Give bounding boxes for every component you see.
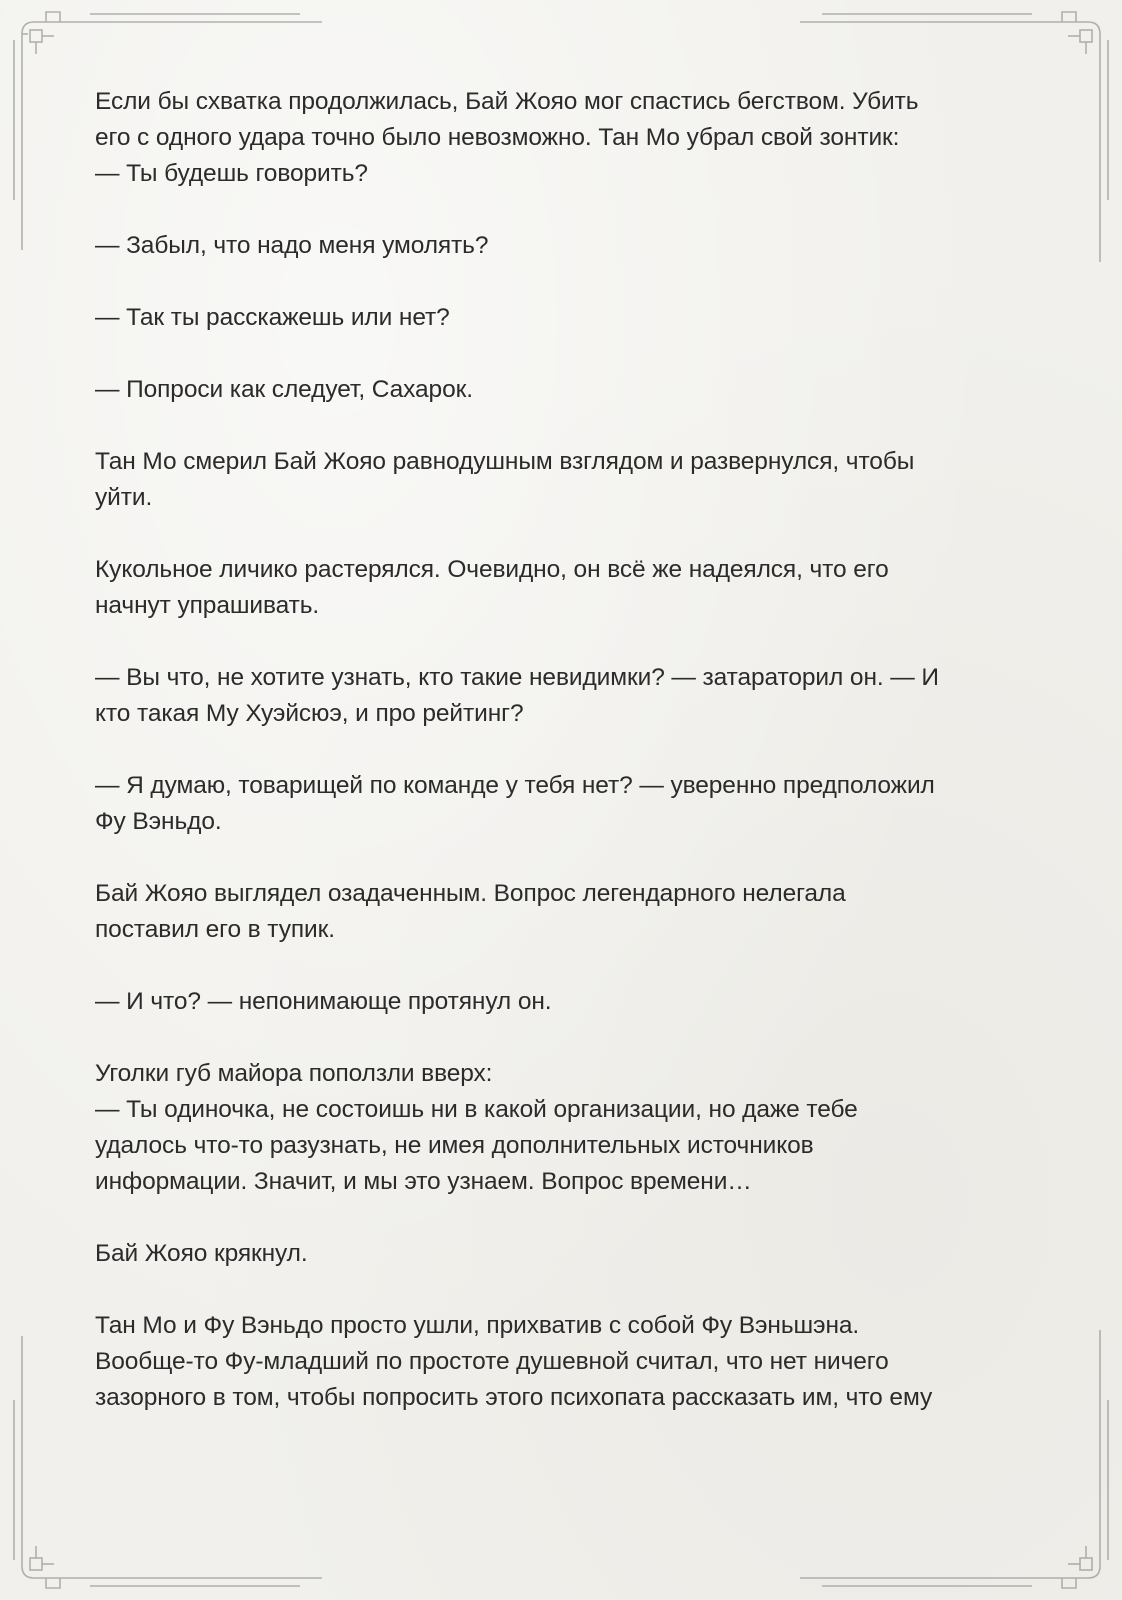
text-line: поставил его в тупик. bbox=[95, 916, 335, 943]
text-line: — И что? — непонимающе протянул он. bbox=[95, 988, 552, 1015]
text-line: уйти. bbox=[95, 484, 153, 511]
text-line: Вообще-то Фу-младший по простоте душевной считал, что нет ничего bbox=[95, 1348, 889, 1375]
text-line: Тан Мо и Фу Вэньдо просто ушли, прихватив с собой Фу Вэньшэна. bbox=[95, 1312, 860, 1339]
document-body bbox=[95, 84, 1035, 1452]
text-line: Фу Вэньдо. bbox=[95, 808, 222, 835]
text-line: — Забыл, что надо меня умолять? bbox=[95, 232, 489, 259]
text-line: Кукольное личико растерялся. Очевидно, он всё же надеялся, что его bbox=[95, 556, 889, 583]
text-line: зазорного в том, чтобы попросить этого психопата рассказать им, что ему bbox=[95, 1384, 933, 1411]
paragraph bbox=[95, 1236, 1035, 1272]
text-line: Бай Жояо выглядел озадаченным. Вопрос легендарного нелегала bbox=[95, 880, 846, 907]
text-line: Уголки губ майора поползли вверх: bbox=[95, 1060, 493, 1087]
paragraph bbox=[95, 84, 1035, 192]
paragraph bbox=[95, 300, 1035, 336]
text-line: — Ты будешь говорить? bbox=[95, 160, 368, 187]
paragraph bbox=[95, 984, 1035, 1020]
paragraph bbox=[95, 876, 1035, 948]
paragraph bbox=[95, 228, 1035, 264]
text-line: — Я думаю, товарищей по команде у тебя нет? — уверенно предположил bbox=[95, 772, 935, 799]
text-line: кто такая Му Хуэйсюэ, и про рейтинг? bbox=[95, 700, 524, 727]
paragraph bbox=[95, 552, 1035, 624]
paragraph bbox=[95, 768, 1035, 840]
text-line: Тан Мо смерил Бай Жояо равнодушным взглядом и развернулся, чтобы bbox=[95, 448, 915, 475]
paragraph bbox=[95, 660, 1035, 732]
text-line: — Ты одиночка, не состоишь ни в какой организации, но даже тебе bbox=[95, 1096, 858, 1123]
text-line: — Вы что, не хотите узнать, кто такие невидимки? — затараторил он. — И bbox=[95, 664, 939, 691]
text-line: — Так ты расскажешь или нет? bbox=[95, 304, 450, 331]
paragraph bbox=[95, 1056, 1035, 1200]
paragraph bbox=[95, 444, 1035, 516]
text-line: начнут упрашивать. bbox=[95, 592, 320, 619]
paragraph bbox=[95, 1308, 1035, 1416]
text-line: Бай Жояо крякнул. bbox=[95, 1240, 308, 1267]
text-line: удалось что-то разузнать, не имея дополнительных источников bbox=[95, 1132, 814, 1159]
text-line: — Попроси как следует, Сахарок. bbox=[95, 376, 473, 403]
text-line: его с одного удара точно было невозможно. Тан Мо убрал свой зонтик: bbox=[95, 124, 900, 151]
paragraph bbox=[95, 372, 1035, 408]
text-line: Если бы схватка продолжилась, Бай Жояо мог спастись бегством. Убить bbox=[95, 88, 919, 115]
text-line: информации. Значит, и мы это узнаем. Вопрос времени… bbox=[95, 1168, 752, 1195]
